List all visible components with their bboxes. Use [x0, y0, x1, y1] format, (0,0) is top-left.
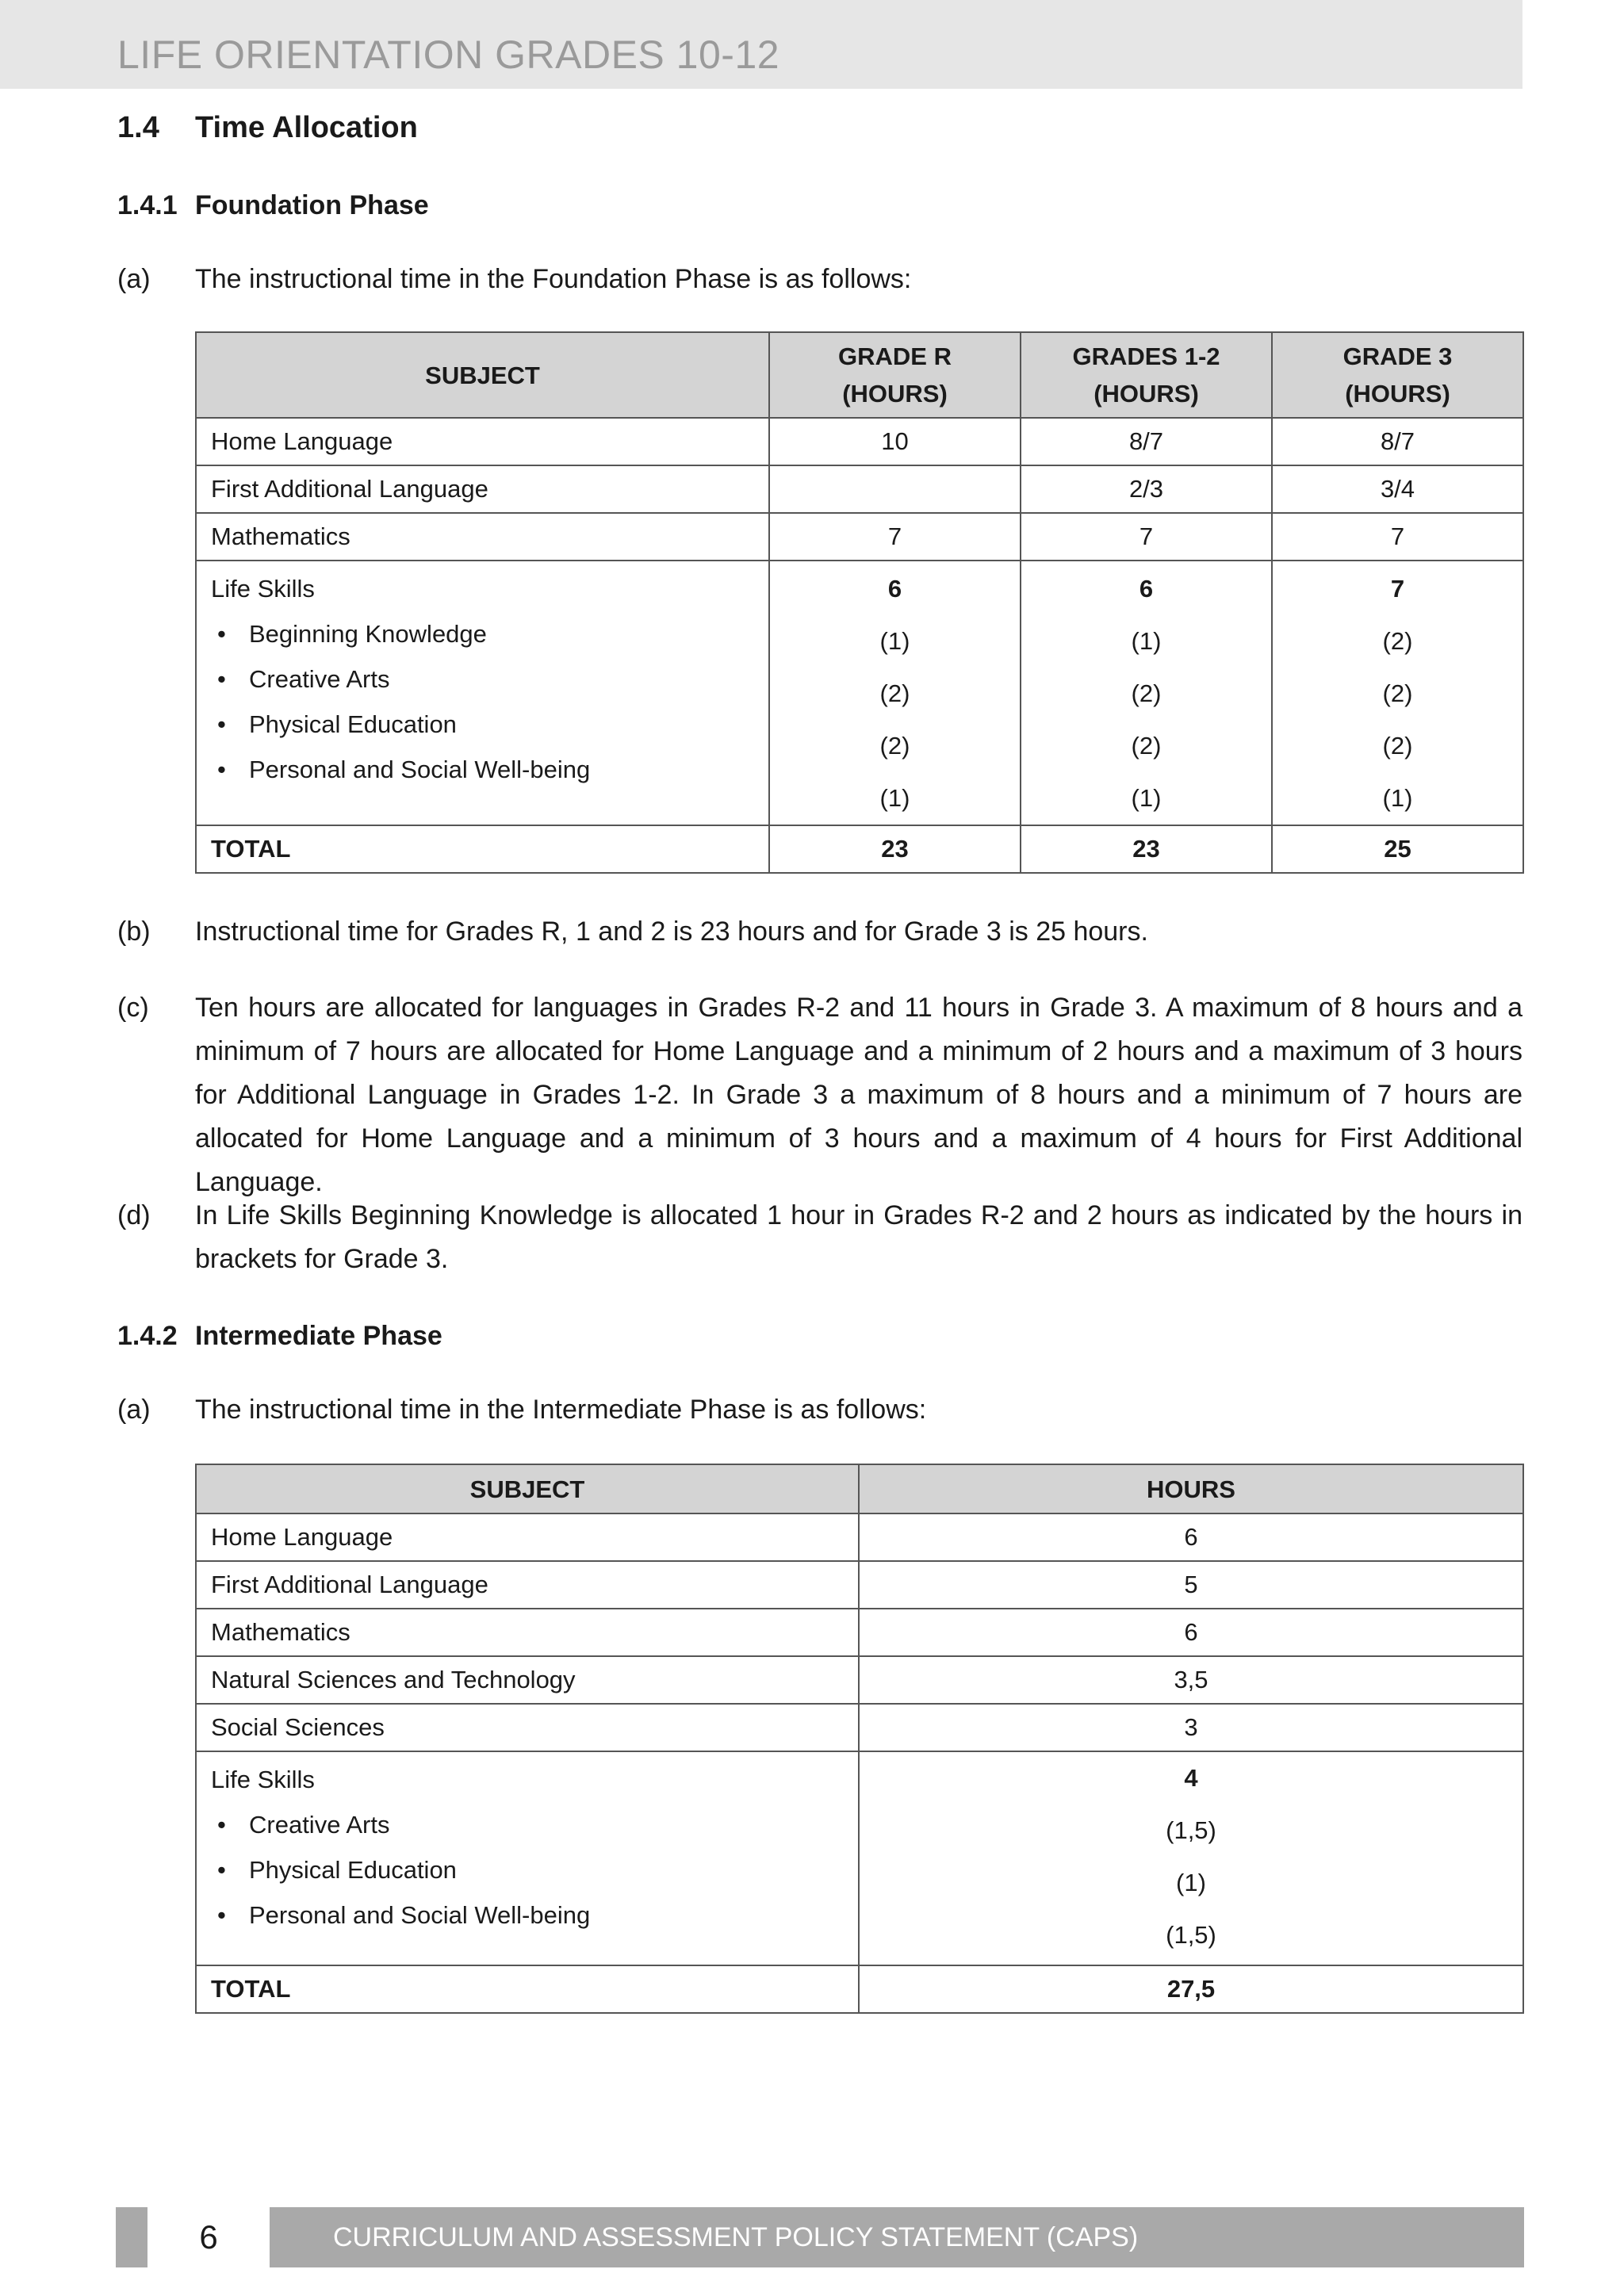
- foundation-table: [195, 331, 1524, 874]
- life-skills-label: Life Skills: [211, 1766, 315, 1793]
- total-value: 27,5: [859, 1965, 1523, 2013]
- life-skills-subject-cell: [196, 561, 769, 825]
- note-text: In Life Skills Beginning Knowledge is allocated 1 hour in Grades R-2 and 2 hours as indicated by the hours in brackets for Grade 3.: [195, 1200, 1522, 1274]
- life-skills-item: • Physical Education: [211, 702, 754, 747]
- intermediate-intro-label: (a): [117, 1395, 151, 1425]
- table-row: [196, 1656, 1523, 1704]
- life-skills-hours: [859, 1751, 1523, 1965]
- header-grades-1-2: GRADES 1-2 (HOURS): [1021, 332, 1272, 418]
- life-skills-sub-value: (1): [879, 784, 910, 812]
- header-grade-3: GRADE 3 (HOURS): [1272, 332, 1523, 418]
- intermediate-heading: [117, 1321, 442, 1352]
- total-value: 23: [769, 825, 1021, 873]
- life-skills-sub-value: (1,5): [1166, 1921, 1216, 1949]
- section-heading: [117, 111, 418, 145]
- life-skills-item: • Creative Arts: [211, 656, 754, 702]
- life-skills-sub-value: (1): [879, 627, 910, 655]
- row-subject: First Additional Language: [196, 1561, 859, 1609]
- row-subject: Natural Sciences and Technology: [196, 1656, 859, 1704]
- note-label: (d): [117, 1200, 151, 1230]
- row-subject: Home Language: [196, 418, 769, 465]
- table-row: [196, 1513, 1523, 1561]
- footer-title: CURRICULUM AND ASSESSMENT POLICY STATEMENT (CAPS): [333, 2222, 1139, 2252]
- intermediate-title: Intermediate Phase: [195, 1321, 442, 1351]
- total-value: 23: [1021, 825, 1272, 873]
- header-subject: SUBJECT: [196, 1464, 859, 1513]
- page-number: 6: [147, 2207, 270, 2267]
- life-skills-sub-value: (1): [1131, 627, 1162, 655]
- row-value: 7: [1272, 513, 1523, 561]
- foundation-intro: [117, 258, 1522, 301]
- life-skills-subject-cell: [196, 1751, 859, 1965]
- table-header-row: [196, 1464, 1523, 1513]
- note-b: [117, 910, 1522, 954]
- life-skills-sub-value: (2): [879, 679, 910, 707]
- life-skills-row: [196, 1751, 1523, 1965]
- table-row: [196, 1704, 1523, 1751]
- note-d: [117, 1194, 1522, 1281]
- note-text: Ten hours are allocated for languages in Grades R-2 and 11 hours in Grade 3. A maximum of 8 hours and a minimum of 7 hours are allocated for Home Language and a minimum of 2 hours and a maximum of 3 hours for Additional Language in Grades 1-2. In Grade 3 a maximum of 8 hours and a minimum of 7 hours are allocated for Home Language and a minimum of 3 hours and a maximum of 4 hours for First Additional Language.: [195, 993, 1522, 1197]
- row-value: 8/7: [1272, 418, 1523, 465]
- header-hours: HOURS: [859, 1464, 1523, 1513]
- life-skills-total: 6: [1139, 575, 1154, 603]
- row-value: 7: [1021, 513, 1272, 561]
- row-hours: 5: [859, 1561, 1523, 1609]
- table-row: [196, 1561, 1523, 1609]
- life-skills-sub-value: (2): [1382, 679, 1413, 707]
- foundation-intro-text: The instructional time in the Foundation Phase is as follows:: [195, 264, 912, 294]
- total-label: TOTAL: [196, 1965, 859, 2013]
- row-subject: Social Sciences: [196, 1704, 859, 1751]
- life-skills-item: • Personal and Social Well-being: [211, 747, 754, 792]
- life-skills-item: • Physical Education: [211, 1847, 844, 1892]
- row-subject: Home Language: [196, 1513, 859, 1561]
- life-skills-item: • Personal and Social Well-being: [211, 1892, 844, 1938]
- intermediate-intro-text: The instructional time in the Intermediate Phase is as follows:: [195, 1395, 927, 1425]
- life-skills-sub-value: (2): [1131, 732, 1162, 760]
- note-text: Instructional time for Grades R, 1 and 2 is 23 hours and for Grade 3 is 25 hours.: [195, 916, 1148, 947]
- header-title: LIFE ORIENTATION GRADES 10-12: [117, 33, 780, 77]
- intermediate-number: 1.4.2: [117, 1321, 178, 1351]
- row-hours: 6: [859, 1513, 1523, 1561]
- section-number: 1.4: [117, 111, 159, 144]
- table-row: [196, 1609, 1523, 1656]
- foundation-intro-label: (a): [117, 264, 151, 294]
- life-skills-grades-1-2: [1021, 561, 1272, 825]
- section-title: Time Allocation: [195, 111, 418, 144]
- row-subject: Mathematics: [196, 1609, 859, 1656]
- table-row: [196, 418, 1523, 465]
- life-skills-sub-value: (1): [1131, 784, 1162, 812]
- life-skills-grade-3: [1272, 561, 1523, 825]
- note-label: (c): [117, 993, 149, 1023]
- life-skills-total: 4: [1184, 1764, 1198, 1792]
- foundation-number: 1.4.1: [117, 190, 178, 220]
- total-value: 25: [1272, 825, 1523, 873]
- foundation-heading: [117, 190, 429, 221]
- intermediate-table: [195, 1464, 1524, 2014]
- life-skills-total: 6: [887, 575, 902, 603]
- row-subject: Mathematics: [196, 513, 769, 561]
- life-skills-sub-value: (1): [1176, 1869, 1206, 1896]
- life-skills-label: Life Skills: [211, 575, 315, 603]
- intermediate-intro: [117, 1388, 1522, 1432]
- table-row: [196, 465, 1523, 513]
- row-value: 2/3: [1021, 465, 1272, 513]
- row-value: [769, 465, 1021, 513]
- life-skills-sub-value: (1): [1382, 784, 1413, 812]
- row-value: 3/4: [1272, 465, 1523, 513]
- life-skills-item: • Beginning Knowledge: [211, 611, 754, 656]
- foundation-title: Foundation Phase: [195, 190, 429, 220]
- total-row: [196, 825, 1523, 873]
- total-row: [196, 1965, 1523, 2013]
- row-hours: 6: [859, 1609, 1523, 1656]
- note-label: (b): [117, 916, 151, 947]
- row-value: 10: [769, 418, 1021, 465]
- row-value: 7: [769, 513, 1021, 561]
- life-skills-item: • Creative Arts: [211, 1802, 844, 1847]
- life-skills-grade-r: [769, 561, 1021, 825]
- table-row: [196, 513, 1523, 561]
- row-subject: First Additional Language: [196, 465, 769, 513]
- life-skills-total: 7: [1390, 575, 1405, 603]
- life-skills-sub-value: (1,5): [1166, 1816, 1216, 1844]
- row-hours: 3: [859, 1704, 1523, 1751]
- life-skills-row: [196, 561, 1523, 825]
- row-value: 8/7: [1021, 418, 1272, 465]
- header-subject: SUBJECT: [196, 332, 769, 418]
- life-skills-sub-value: (2): [1382, 732, 1413, 760]
- note-c: [117, 986, 1522, 1204]
- life-skills-sub-value: (2): [879, 732, 910, 760]
- life-skills-sub-value: (2): [1131, 679, 1162, 707]
- header-grade-r: GRADE R (HOURS): [769, 332, 1021, 418]
- life-skills-sub-value: (2): [1382, 627, 1413, 655]
- table-header-row: [196, 332, 1523, 418]
- total-label: TOTAL: [196, 825, 769, 873]
- row-hours: 3,5: [859, 1656, 1523, 1704]
